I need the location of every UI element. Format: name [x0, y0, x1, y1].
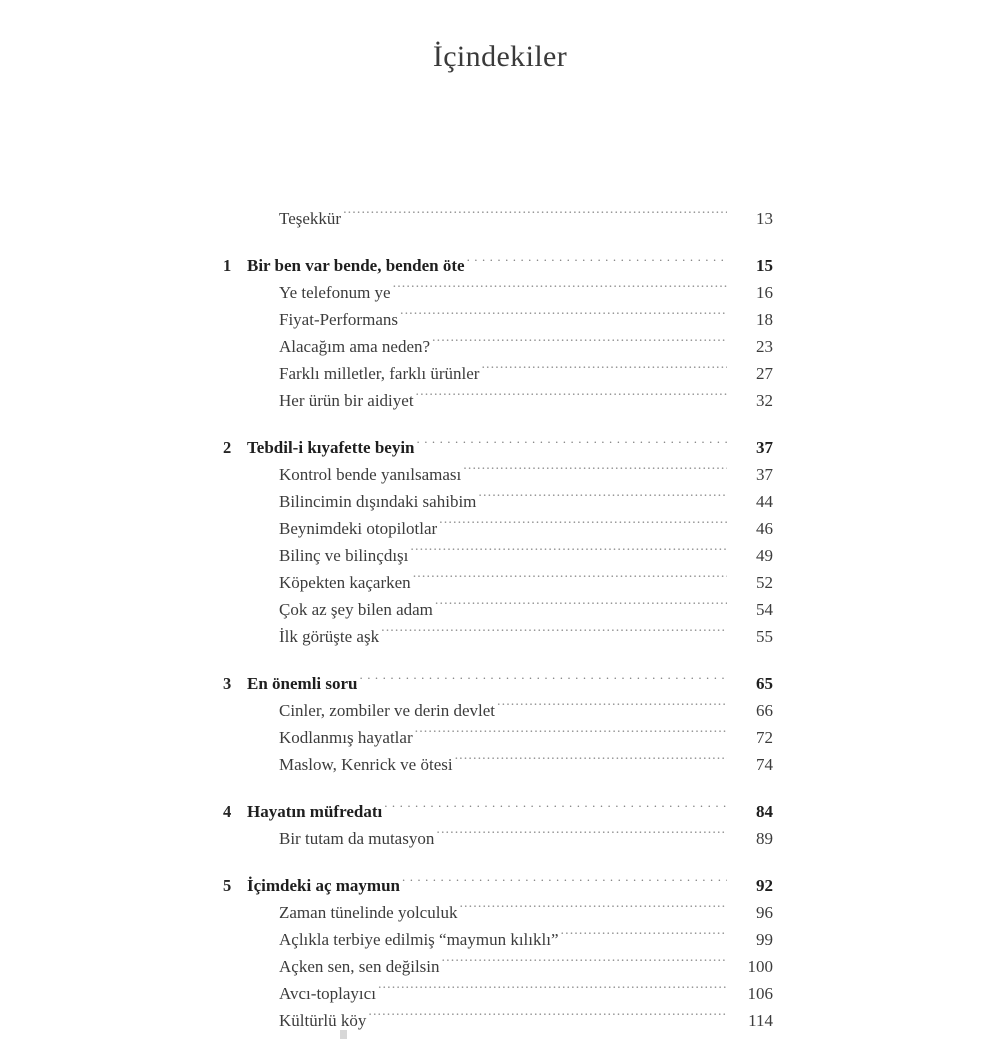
toc-chapter-row[interactable] — [223, 252, 773, 279]
toc-dot-leader — [478, 491, 727, 507]
toc-page-number: 96 — [756, 903, 773, 922]
toc-entry-row[interactable] — [223, 751, 773, 778]
toc-dot-leader — [393, 282, 727, 298]
toc-dot-leader — [435, 599, 727, 615]
toc-entry-row[interactable] — [223, 461, 773, 488]
toc-entry-label: Kontrol bende yanılsaması — [279, 465, 462, 484]
toc-entry-row[interactable] — [223, 1007, 773, 1034]
toc-dot-leader — [459, 902, 727, 918]
toc-page-number: 37 — [756, 438, 773, 457]
toc-entry-row[interactable] — [223, 205, 773, 232]
toc-page-number: 100 — [747, 957, 773, 976]
toc-dot-leader — [481, 363, 727, 379]
toc-page-number: 16 — [756, 283, 773, 302]
toc-entry-label: Cinler, zombiler ve derin devlet — [279, 701, 495, 720]
toc-entry-row[interactable] — [223, 623, 773, 650]
toc-chapter-number: 1 — [223, 256, 232, 275]
toc-entry-row[interactable] — [223, 360, 773, 387]
toc-entry-row[interactable] — [223, 306, 773, 333]
toc-chapter-row[interactable] — [223, 798, 773, 825]
toc-entry-row[interactable] — [223, 387, 773, 414]
toc-entry-row[interactable] — [223, 333, 773, 360]
toc-entry-label: En önemli soru — [247, 674, 358, 693]
toc-chapter-number: 4 — [223, 802, 232, 821]
toc-dot-leader — [455, 754, 727, 770]
toc-entry-label: Her ürün bir aidiyet — [279, 391, 414, 410]
toc-dot-leader — [439, 518, 727, 534]
toc-dot-leader — [410, 545, 727, 561]
toc-entry-label: Bilinç ve bilinçdışı — [279, 546, 409, 565]
toc-entry-label: Zaman tünelinde yolculuk — [279, 903, 458, 922]
toc-dot-leader — [416, 390, 727, 406]
toc-chapter-number: 5 — [223, 876, 232, 895]
toc-page-number: 54 — [756, 600, 773, 619]
toc-entry-label: Alacağım ama neden? — [279, 337, 431, 356]
toc-page-number: 37 — [756, 465, 773, 484]
toc-entry-label: Fiyat-Performans — [279, 310, 398, 329]
toc-chapter-number: 3 — [223, 674, 232, 693]
toc-entry-row[interactable] — [223, 542, 773, 569]
toc-dot-leader — [402, 875, 727, 891]
toc-entry-label: Farklı milletler, farklı ürünler — [279, 364, 480, 383]
toc-entry-row[interactable] — [223, 569, 773, 596]
toc-page-number: 74 — [756, 755, 773, 774]
toc-chapter-number: 2 — [223, 438, 232, 457]
toc-entry-label: Maslow, Kenrick ve ötesi — [279, 755, 453, 774]
toc-page-number: 72 — [756, 728, 773, 747]
toc-entry-label: Açlıkla terbiye edilmiş “maymun kılıklı” — [279, 930, 559, 949]
toc-entry-row[interactable] — [223, 926, 773, 953]
toc-dot-leader — [343, 208, 727, 224]
toc-page-number: 13 — [756, 209, 773, 228]
toc-entry-label: İçimdeki aç maymun — [247, 876, 400, 895]
toc-entry-label: Kültürlü köy — [279, 1011, 367, 1030]
toc-entry-label: Çok az şey bilen adam — [279, 600, 433, 619]
toc-page-number: 44 — [756, 492, 773, 511]
toc-entry-row[interactable] — [223, 515, 773, 542]
toc-chapter-row[interactable] — [223, 670, 773, 697]
toc-dot-leader — [463, 464, 727, 480]
toc-dot-leader — [368, 1010, 727, 1026]
page-title: İçindekiler — [432, 40, 568, 74]
toc-entry-row[interactable] — [223, 697, 773, 724]
toc-entry-row[interactable] — [223, 953, 773, 980]
toc-chapter-row[interactable] — [223, 434, 773, 461]
toc-entry-label: Avcı-toplayıcı — [279, 984, 376, 1003]
toc-page-number: 32 — [756, 391, 773, 410]
toc-page-number: 15 — [756, 256, 773, 275]
toc-page-number: 99 — [756, 930, 773, 949]
table-of-contents — [223, 205, 773, 1034]
toc-page-number: 49 — [756, 546, 773, 565]
toc-page-number: 23 — [756, 337, 773, 356]
toc-entry-label: Açken sen, sen değilsin — [279, 957, 440, 976]
toc-dot-leader — [417, 437, 728, 453]
toc-page-number: 89 — [756, 829, 773, 848]
toc-dot-leader — [384, 801, 727, 817]
toc-entry-row[interactable] — [223, 724, 773, 751]
toc-entry-label: Teşekkür — [279, 209, 342, 228]
toc-entry-row[interactable] — [223, 488, 773, 515]
toc-group — [223, 434, 773, 650]
toc-group — [223, 205, 773, 232]
toc-entry-label: Bilincimin dışındaki sahibim — [279, 492, 477, 511]
toc-group — [223, 252, 773, 414]
toc-entry-label: Beynimdeki otopilotlar — [279, 519, 438, 538]
toc-page-number: 66 — [756, 701, 773, 720]
toc-page-number: 106 — [747, 984, 773, 1003]
toc-page-number: 52 — [756, 573, 773, 592]
toc-dot-leader — [360, 673, 727, 689]
toc-chapter-row[interactable] — [223, 872, 773, 899]
toc-page-number: 27 — [756, 364, 773, 383]
toc-group — [223, 872, 773, 1034]
toc-entry-label: Bir tutam da mutasyon — [279, 829, 435, 848]
toc-page-number: 92 — [756, 876, 773, 895]
toc-entry-row[interactable] — [223, 825, 773, 852]
toc-dot-leader — [442, 956, 727, 972]
scan-artifact — [340, 1030, 347, 1039]
toc-group — [223, 798, 773, 852]
toc-entry-label: Bir ben var bende, benden öte — [247, 256, 465, 275]
toc-group — [223, 670, 773, 778]
toc-dot-leader — [381, 626, 727, 642]
toc-entry-label: Ye telefonum ye — [279, 283, 391, 302]
toc-entry-label: Kodlanmış hayatlar — [279, 728, 413, 747]
toc-dot-leader — [400, 309, 727, 325]
toc-dot-leader — [413, 572, 727, 588]
toc-dot-leader — [378, 983, 727, 999]
toc-dot-leader — [432, 336, 727, 352]
toc-page-number: 18 — [756, 310, 773, 329]
toc-entry-row[interactable] — [223, 279, 773, 306]
toc-page-number: 46 — [756, 519, 773, 538]
toc-entry-label: İlk görüşte aşk — [279, 627, 380, 646]
toc-entry-label: Tebdil-i kıyafette beyin — [247, 438, 415, 457]
toc-dot-leader — [415, 727, 727, 743]
toc-entry-label: Köpekten kaçarken — [279, 573, 411, 592]
toc-entry-row[interactable] — [223, 899, 773, 926]
toc-entry-label: Hayatın müfredatı — [247, 802, 383, 821]
toc-page-number: 65 — [756, 674, 773, 693]
toc-entry-row[interactable] — [223, 980, 773, 1007]
toc-dot-leader — [497, 700, 727, 716]
toc-page-number: 84 — [756, 802, 773, 821]
toc-page-number: 55 — [756, 627, 773, 646]
toc-dot-leader — [467, 255, 727, 271]
toc-entry-row[interactable] — [223, 596, 773, 623]
toc-page-number: 114 — [748, 1011, 773, 1030]
toc-dot-leader — [436, 828, 727, 844]
toc-dot-leader — [561, 929, 728, 945]
